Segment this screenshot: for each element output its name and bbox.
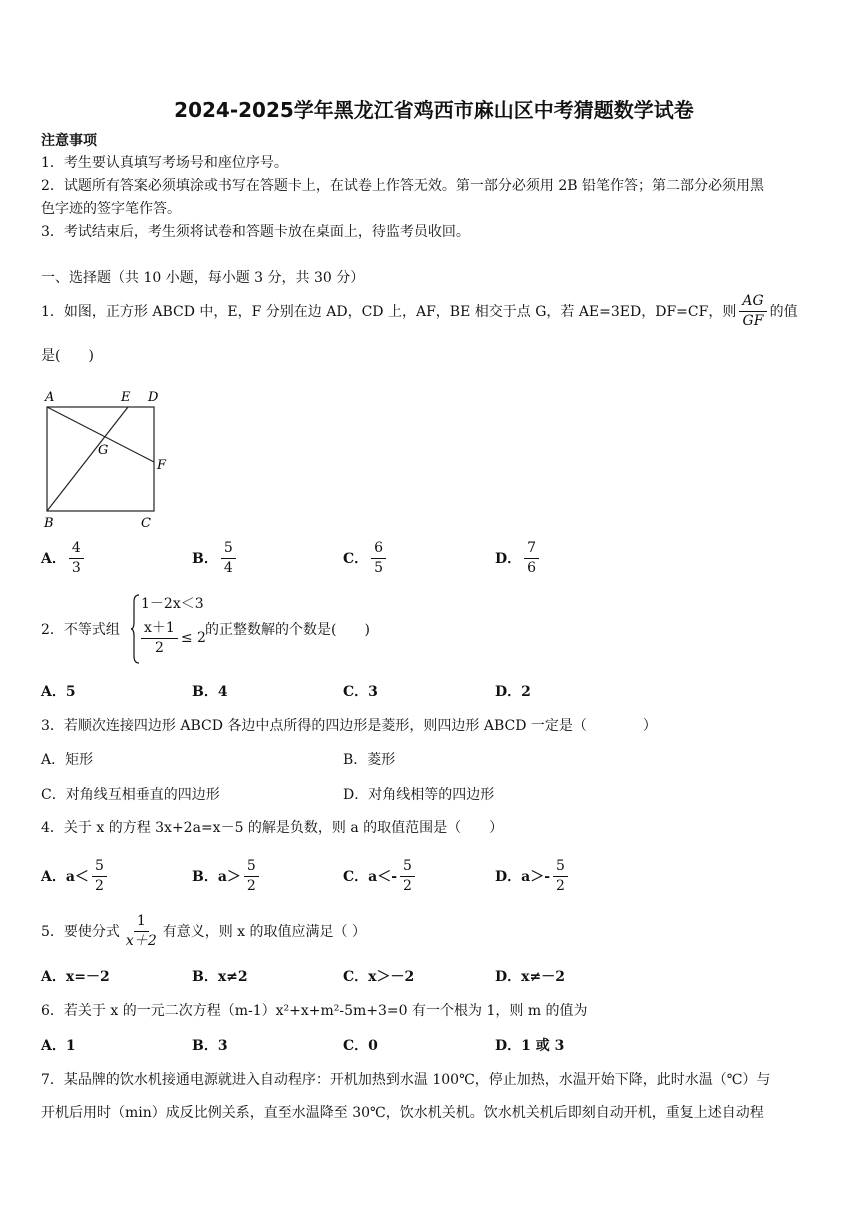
question-5-text-tail: 有意义，则 x 的取值应满足（ ） xyxy=(162,924,366,941)
option-d[interactable]: D．对角线相等的四边形 xyxy=(343,787,495,803)
option-a[interactable]: A．矩形 xyxy=(41,752,94,768)
option-label: A． xyxy=(41,551,66,568)
fraction-denominator: 2 xyxy=(94,877,104,894)
question-1-fraction xyxy=(739,294,766,328)
question-3-text: 3．若顺次连接四边形 ABCD 各边中点所得的四边形是菱形，则四边形 ABCD 一定是（ ） xyxy=(41,718,657,734)
fraction-numerator: 6 xyxy=(371,541,386,559)
fraction-denominator: 2 xyxy=(154,639,164,656)
question-5-stem xyxy=(41,914,366,948)
square-abcd xyxy=(47,407,154,511)
option-b[interactable] xyxy=(192,541,239,575)
option-d[interactable]: D．2 xyxy=(495,684,531,700)
question-1-stem xyxy=(41,292,798,330)
option-a[interactable]: A．x=－2 xyxy=(41,969,110,985)
option-label: B．a＞ xyxy=(192,869,241,886)
inequality-2 xyxy=(138,621,206,655)
fraction-denominator: x＋2 xyxy=(125,932,157,949)
question-2-text-tail: 的正整数解的个数是( ) xyxy=(205,622,370,638)
label-a: A xyxy=(45,390,55,405)
question-7-text-cont: 开机后用时（min）成反比例关系，直至水温降至 30℃，饮水机关机。饮水机关机后即刻自动开机，重复上述自动程 xyxy=(41,1105,764,1121)
option-a[interactable] xyxy=(41,541,87,575)
option-d[interactable]: D．x≠－2 xyxy=(495,969,565,985)
option-label: C．a＜- xyxy=(343,869,398,886)
question-2-text: 2．不等式组 xyxy=(41,622,120,638)
option-b[interactable]: B．3 xyxy=(192,1038,228,1054)
fraction-numerator: 4 xyxy=(69,541,84,559)
option-a[interactable]: A．5 xyxy=(41,684,76,700)
option-a[interactable] xyxy=(41,859,110,893)
notice-item: 1．考生要认真填写考场号和座位序号。 xyxy=(41,155,288,171)
notice-item: 2．试题所有答案必须填涂或书写在答题卡上，在试卷上作答无效。第一部分必须用 2B 铅笔作答；第二部分必须用黑 xyxy=(41,178,764,194)
option-a[interactable]: A．1 xyxy=(41,1038,76,1054)
fraction-numerator: 5 xyxy=(244,859,259,877)
option-c[interactable]: C．3 xyxy=(343,684,378,700)
fraction-denominator: 3 xyxy=(71,559,81,576)
option-c[interactable]: C．0 xyxy=(343,1038,378,1054)
option-b[interactable]: B．4 xyxy=(192,684,228,700)
question-1-text-cont: 是( ) xyxy=(41,348,94,364)
question-1-text: 1．如图，正方形 ABCD 中，E，F 分别在边 AD，CD 上，AF，BE 相交于点 G，若 AE=3ED，DF=CF，则 xyxy=(41,304,737,320)
fraction-denominator: 5 xyxy=(374,559,384,576)
label-e: E xyxy=(121,390,131,405)
option-c[interactable] xyxy=(343,859,418,893)
label-d: D xyxy=(148,390,159,405)
label-b: B xyxy=(44,516,54,531)
question-6-text: 6．若关于 x 的一元二次方程（m-1）x²+x+m²-5m+3=0 有一个根为 1，则 m 的值为 xyxy=(41,1003,588,1019)
fraction-numerator: 5 xyxy=(553,859,568,877)
notice-item: 3．考试结束后，考生须将试卷和答题卡放在桌面上，待监考员收回。 xyxy=(41,224,470,240)
fraction-numerator: AG xyxy=(739,294,766,312)
segment-be xyxy=(47,407,128,511)
notice-item: 色字迹的签字笔作答。 xyxy=(41,201,181,217)
question-7-text: 7．某品牌的饮水机接通电源就进入自动程序：开机加热到水温 100℃，停止加热，水温开始下降，此时水温（℃）与 xyxy=(41,1072,771,1088)
option-d[interactable] xyxy=(495,859,571,893)
question-5-text: 5．要使分式 xyxy=(41,924,120,941)
option-label: D． xyxy=(495,551,522,568)
option-label: A．a＜ xyxy=(41,869,89,886)
fraction-numerator: x＋1 xyxy=(141,621,178,639)
label-c: C xyxy=(141,516,151,531)
fraction-denominator: 2 xyxy=(246,877,256,894)
option-d[interactable] xyxy=(495,541,542,575)
inequality-1: 1－2x＜3 xyxy=(141,596,204,612)
option-b[interactable]: B．x≠2 xyxy=(192,969,248,985)
fraction-numerator: 5 xyxy=(92,859,107,877)
option-label: D．a＞- xyxy=(495,869,551,886)
square-figure xyxy=(40,386,180,531)
fraction-numerator: 7 xyxy=(524,541,539,559)
fraction-numerator: 1 xyxy=(134,914,149,932)
question-4-text: 4．关于 x 的方程 3x+2a=x－5 的解是负数，则 a 的取值范围是（ ） xyxy=(41,820,504,836)
option-c[interactable]: C．对角线互相垂直的四边形 xyxy=(41,787,220,803)
option-label: B． xyxy=(192,551,218,568)
option-b[interactable]: B．菱形 xyxy=(343,752,396,768)
page-title: 2024-2025学年黑龙江省鸡西市麻山区中考猜题数学试卷 xyxy=(174,98,694,122)
option-d[interactable]: D．1 或 3 xyxy=(495,1038,565,1054)
fraction-numerator: 5 xyxy=(400,859,415,877)
notice-heading: 注意事项 xyxy=(41,133,97,149)
option-label: C． xyxy=(343,551,369,568)
option-b[interactable] xyxy=(192,859,262,893)
fraction-denominator: 2 xyxy=(403,877,412,894)
inequality-relation: ≤ 2 xyxy=(180,630,206,647)
section-heading: 一、选择题（共 10 小题，每小题 3 分，共 30 分） xyxy=(41,270,365,286)
label-g: G xyxy=(98,443,109,458)
fraction-numerator: 5 xyxy=(221,541,236,559)
option-c[interactable]: C．x＞－2 xyxy=(343,969,415,985)
fraction-denominator: 2 xyxy=(556,877,565,894)
fraction-denominator: 6 xyxy=(527,559,537,576)
fraction-denominator: GF xyxy=(742,312,764,329)
fraction-denominator: 4 xyxy=(223,559,233,576)
label-f: F xyxy=(157,458,167,473)
question-1-text-tail: 的值 xyxy=(769,304,798,320)
option-c[interactable] xyxy=(343,541,389,575)
